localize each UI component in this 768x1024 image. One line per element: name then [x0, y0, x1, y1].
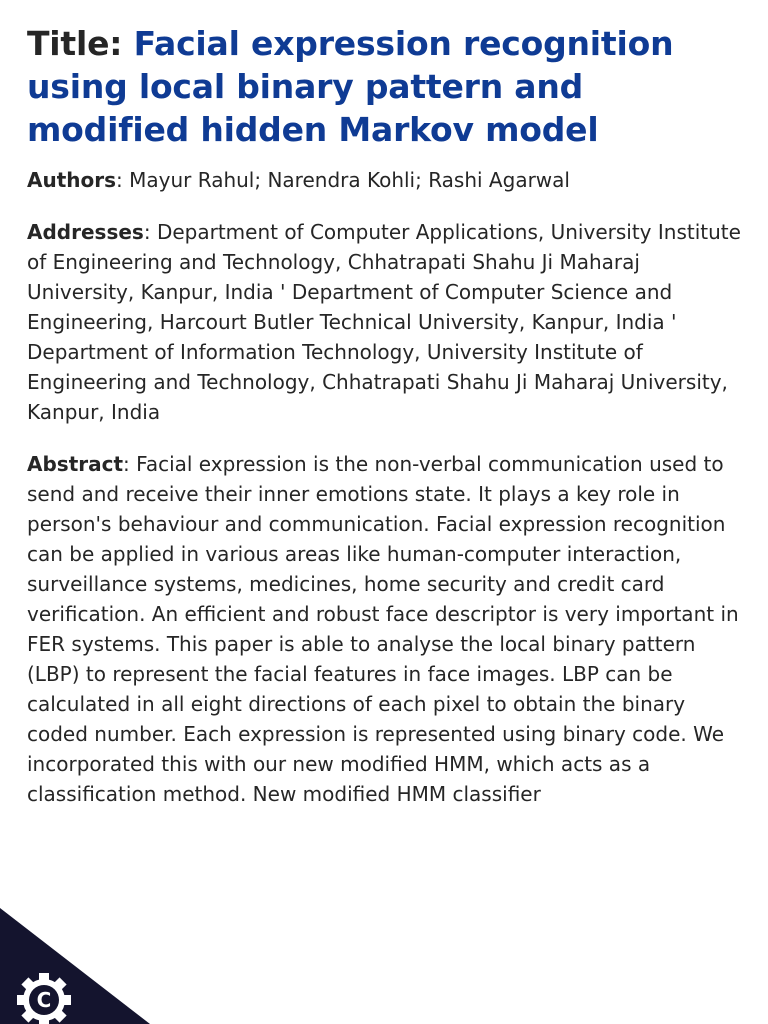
title-label: Title — [27, 24, 110, 63]
authors-label: Authors — [27, 168, 117, 192]
abstract-text: Facial expression is the non-verbal communication used to send and receive their inner emotions state. It plays a key role in person's behaviour and communication. Facial expression recognition can be applied in various areas like human-computer interaction, surveillance systems, medicines, home security and credit card verification. An efficient and robust face descriptor is very important in FER systems. This paper is able to analyse the local binary pattern (LBP) to represent the facial features in face images. LBP can be calculated in all eight directions of each pixel to obtain the binary coded number. Each expression is represented using binary code. We incorporated this with our new modified HMM, which acts as a classification method. New modified HMM classifier — [27, 452, 739, 806]
badge-triangle — [0, 908, 150, 1024]
authors-separator: : — [116, 168, 130, 192]
addresses-text: Department of Computer Applications, University Institute of Engineering and Technology, Chhatrapati Shahu Ji Maharaj University, Kanpur, India ' Department of Computer Science and Engineering, Harcourt Butler Technical University, Kanpur, India ' Department of Information Technology, University Institute of Engineering and Technology, Chhatrapati Shahu Ji Maharaj University, Kanpur, India — [27, 220, 741, 424]
article-page — [27, 22, 747, 809]
addresses-separator: : — [143, 220, 157, 244]
article-title — [27, 22, 747, 151]
title-separator: : — [109, 24, 134, 63]
abstract-paragraph — [27, 449, 747, 809]
authors-text: Mayur Rahul; Narendra Kohli; Rashi Agarwal — [129, 168, 570, 192]
addresses-paragraph — [27, 217, 747, 427]
authors-line — [27, 165, 747, 195]
badge-letter: C — [36, 988, 52, 1012]
title-text: Facial expression recognition using local binary pattern and modified hidden Markov model — [27, 24, 674, 149]
addresses-label: Addresses — [27, 220, 144, 244]
gear-c-badge-icon — [0, 908, 150, 1024]
corner-badge-button[interactable] — [0, 908, 150, 1024]
abstract-label: Abstract — [27, 452, 124, 476]
abstract-separator: : — [123, 452, 137, 476]
